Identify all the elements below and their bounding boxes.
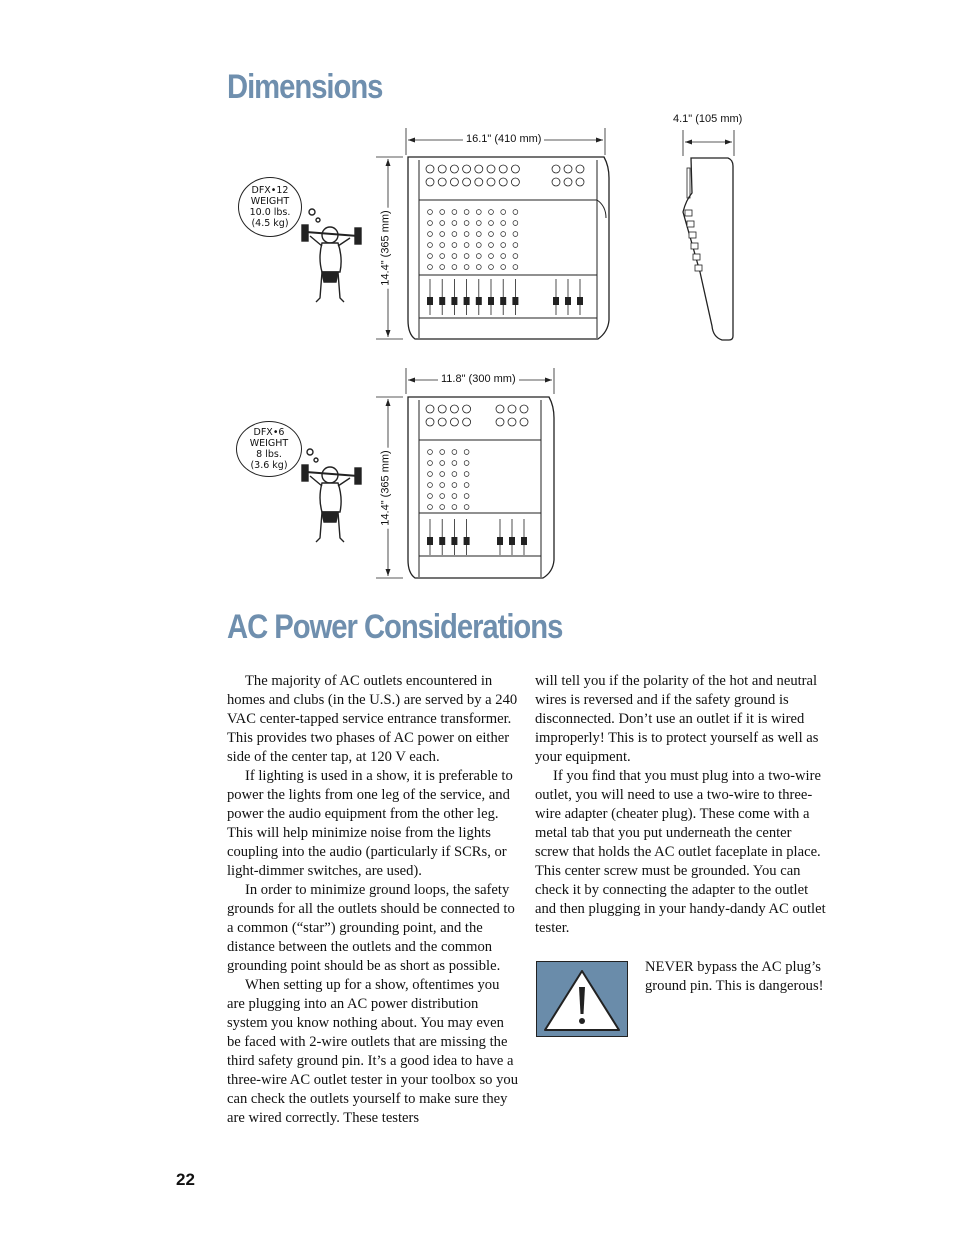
dfx6-bubble-line-4: (3.6 kg) <box>250 460 288 471</box>
ac-power-heading: AC Power Considerations <box>227 608 563 646</box>
left-column <box>227 672 519 1128</box>
paragraph: If lighting is used in a show, it is preferable to power the lights from one leg of the service, and power the audio equipment from the other leg. This will help minimize noise from the lights coupling into the audio (particularly if SCRs, or light-dimmer switches, are used). <box>227 768 513 879</box>
dfx12-depth-label: 14.4" (365 mm) <box>380 207 392 288</box>
strongman-dfx6-illustration <box>302 449 361 542</box>
paragraph: When setting up for a show, oftentimes you are plugging into an AC power distribution system you know nothing about. You may even be faced with 2-wire outlets that are missing the third safety ground pin. It’s a good idea to have a three-wire AC outlet tester in your toolbox so you can check the outlets yourself to make sure they are wired correctly. These testers <box>227 977 519 1126</box>
dfx12-bubble-line-1: DFX•12 <box>251 185 289 196</box>
dfx6-bubble-line-1: DFX•6 <box>253 427 285 438</box>
dfx12-width-label: 16.1" (410 mm) <box>463 133 544 145</box>
dfx6-bubble-line-3: 8 lbs. <box>256 449 282 460</box>
dfx12-side-view <box>683 158 733 340</box>
paragraph: If you find that you must plug into a two-wire outlet, you will need to use a two-wire to three-wire adapter (cheater plug). These come with a metal tab that you put underneath the center screw that holds the AC outlet faceplate in place. This center screw must be grounded. You can check it by connecting the adapter to the outlet and then plugging in your handy-dandy AC outlet tester. <box>535 768 826 936</box>
right-column <box>535 672 827 938</box>
warning-text: NEVER bypass the AC plug’s ground pin. This is dangerous! <box>645 959 824 994</box>
paragraph: In order to minimize ground loops, the safety grounds for all the outlets should be connected to a common (“star”) grounding point, and the distance between the outlets and the common grounding point should be as short as possible. <box>227 882 515 974</box>
dfx12-bubble-line-2: WEIGHT <box>250 196 290 207</box>
dfx12-width-dimension <box>0 0 954 600</box>
dfx6-depth-label: 14.4" (365 mm) <box>380 447 392 528</box>
dfx6-controls <box>426 405 528 555</box>
dfx12-controls <box>426 165 584 315</box>
page-number: 22 <box>176 1170 195 1189</box>
dfx12-side-jacks <box>685 210 702 271</box>
dimensions-heading: Dimensions <box>227 68 383 106</box>
paragraph: will tell you if the polarity of the hot and neutral wires is reversed and if the safety ground is disconnected. Don’t use an outlet if it is wired improperly! This is to protect yourself as well as your equipment. <box>535 673 819 765</box>
warning-box <box>536 961 628 1037</box>
dfx6-bubble-line-2: WEIGHT <box>249 438 289 449</box>
dfx12-height-label: 4.1" (105 mm) <box>670 113 745 125</box>
paragraph: The majority of AC outlets encountered in homes and clubs (in the U.S.) are served by a 240 VAC center-tapped service entrance transformer. This provides two phases of AC power on either side of the center tap, at 120 V each. <box>227 673 518 765</box>
warning-triangle-icon <box>537 962 627 1036</box>
dfx12-weight-bubble <box>238 177 302 237</box>
strongman-dfx12-illustration <box>302 209 361 302</box>
dfx12-mixer-top-view <box>408 157 609 339</box>
dfx6-weight-bubble <box>236 421 302 477</box>
dfx12-bubble-line-3: 10.0 lbs. <box>249 207 291 218</box>
dfx12-bubble-line-4: (4.5 kg) <box>251 218 289 229</box>
dfx6-width-label: 11.8" (300 mm) <box>438 373 519 385</box>
dfx6-mixer-top-view <box>408 397 554 578</box>
